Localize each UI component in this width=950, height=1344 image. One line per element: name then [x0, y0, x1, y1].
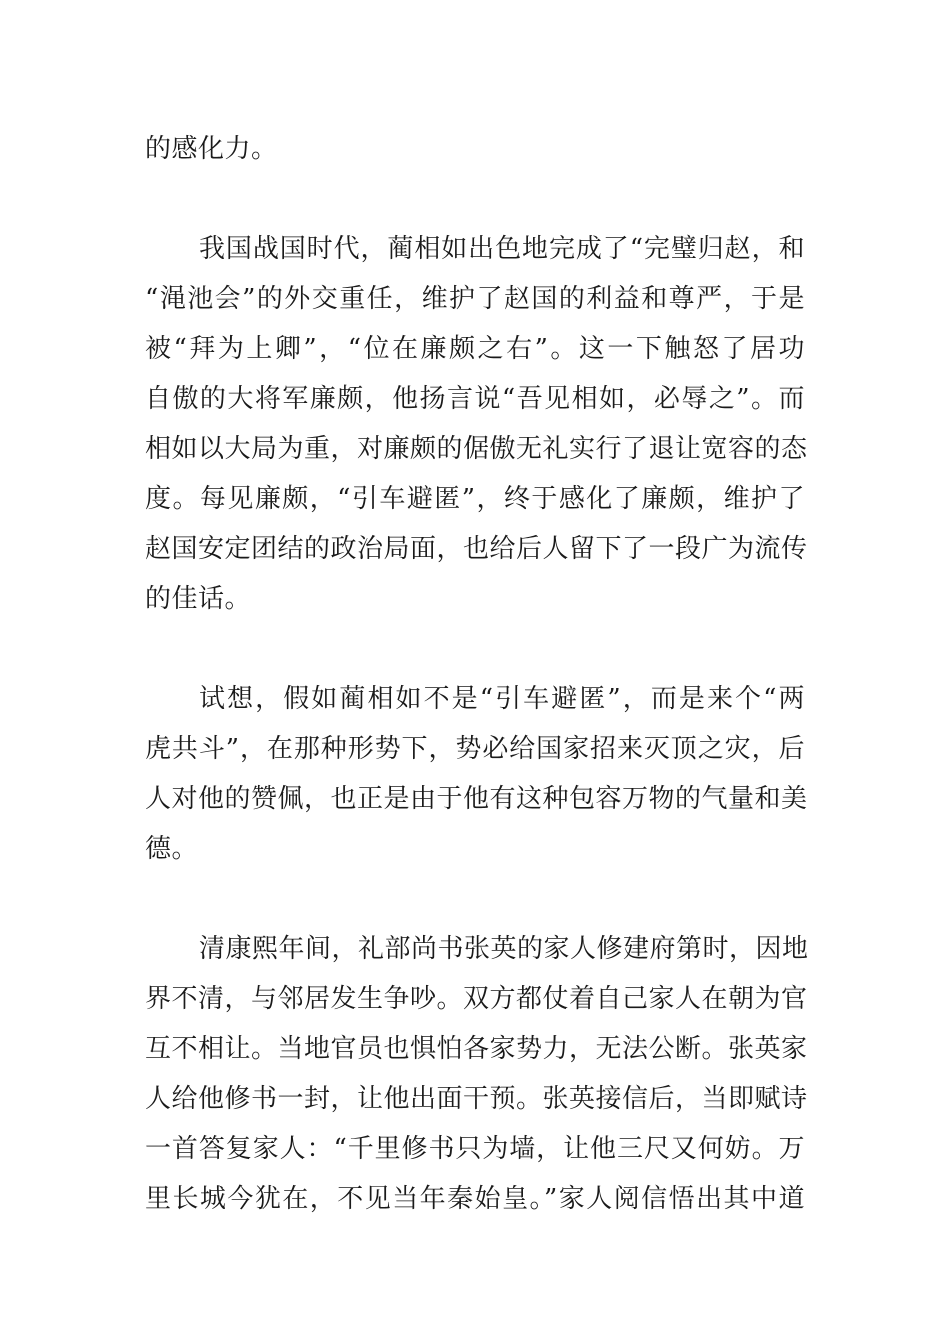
text-line: “渑池会”的外交重任，维护了赵国的利益和尊严，于是: [145, 284, 805, 314]
text-line: 的感化力。: [145, 134, 278, 164]
paragraph-continuation: [145, 124, 805, 174]
text-line: 里长城今犹在，不见当年秦始皇。”家人阅信悟出其中道: [145, 1184, 805, 1214]
paragraph-lin-xiangru: [145, 224, 808, 624]
text-line: 自傲的大将军廉颇，他扬言说“吾见相如，必辱之”。而: [145, 384, 805, 414]
text-line: 互不相让。当地官员也惧怕各家势力，无法公断。张英家: [145, 1034, 808, 1064]
text-line: 度。每见廉颇，“引车避匿”，终于感化了廉颇，维护了: [145, 484, 805, 514]
paragraph-hypothesis: [145, 674, 808, 874]
paragraph-zhang-ying: [145, 924, 809, 1224]
text-line: 德。: [145, 834, 199, 864]
text-line: 清康熙年间，礼部尚书张英的家人修建府第时，因地: [199, 934, 809, 964]
text-line: 被“拜为上卿”，“位在廉颇之右”。这一下触怒了居功: [145, 334, 805, 364]
text-line: 界不清，与邻居发生争吵。双方都仗着自己家人在朝为官: [145, 984, 808, 1014]
text-line: 试想，假如蔺相如不是“引车避匿”，而是来个“两: [199, 684, 805, 714]
text-line: 人对他的赞佩，也正是由于他有这种包容万物的气量和美: [145, 784, 808, 814]
text-line: 一首答复家人：“千里修书只为墙，让他三尺又何妨。万: [145, 1134, 805, 1164]
text-line: 赵国安定团结的政治局面，也给后人留下了一段广为流传: [145, 534, 808, 564]
text-line: 的佳话。: [145, 584, 252, 614]
text-line: 人给他修书一封，让他出面干预。张英接信后，当即赋诗: [145, 1084, 808, 1114]
text-line: 虎共斗”，在那种形势下，势必给国家招来灭顶之灾，后: [145, 734, 805, 764]
text-line: 我国战国时代，蔺相如出色地完成了“完璧归赵，和: [199, 234, 805, 264]
text-line: 相如以大局为重，对廉颇的倨傲无礼实行了退让宽容的态: [145, 434, 808, 464]
